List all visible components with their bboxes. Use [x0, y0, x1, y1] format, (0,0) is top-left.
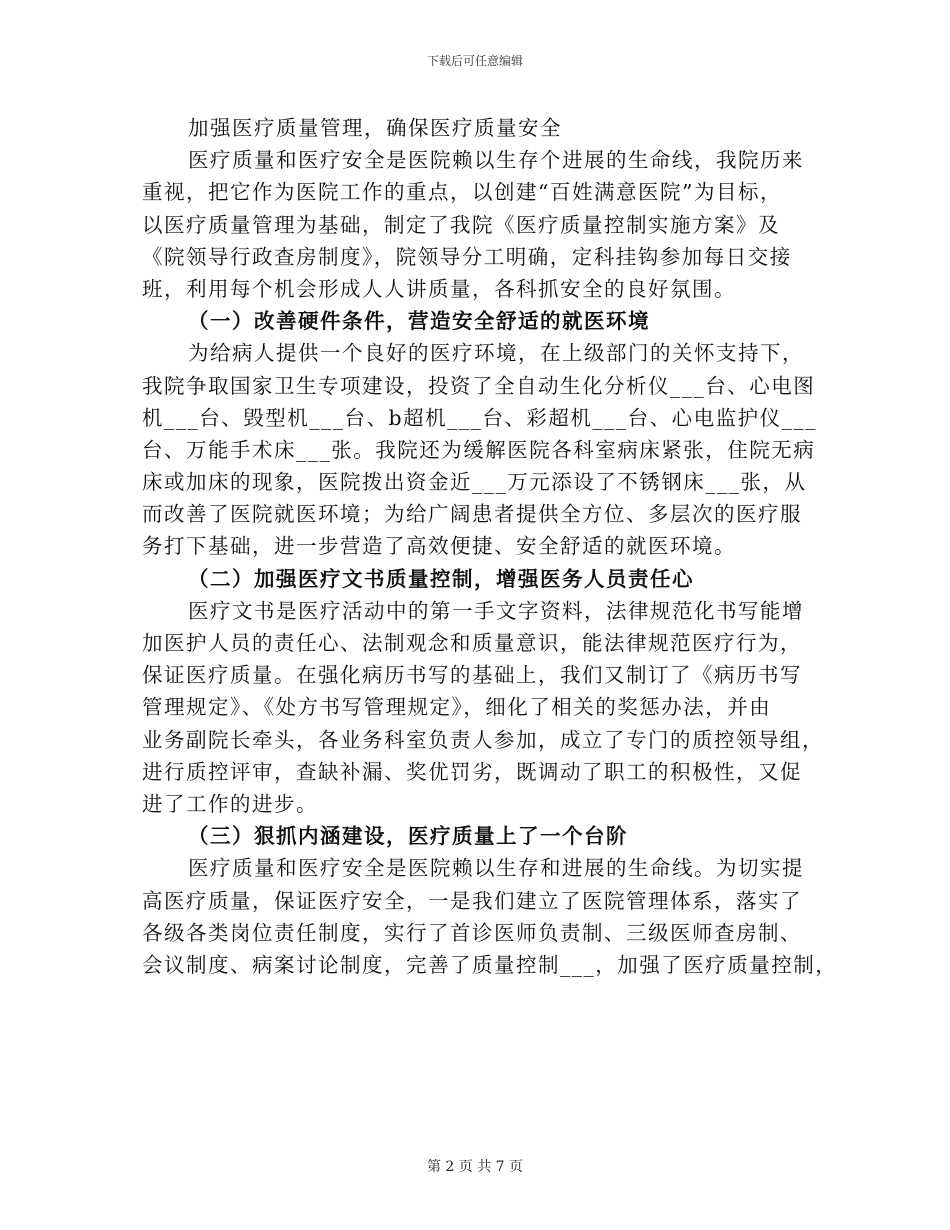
body-line: 医疗质量和医疗安全是医院赖以生存个进展的生命线，我院历来	[188, 148, 804, 173]
body-line: 以医疗质量管理为基础，制定了我院《医疗质量控制实施方案》及	[142, 212, 780, 237]
body-line: 而改善了医院就医环境；为给广阔患者提供全方位、多层次的医疗服	[142, 502, 802, 527]
body-line: 机___台、毁型机___台、b超机___台、彩超机___台、心电监护仪___	[142, 405, 817, 430]
body-line: 进行质控评审，查缺补漏、奖优罚劣，既调动了职工的积极性，又促	[142, 759, 802, 784]
body-line: 重视，把它作为医院工作的重点，以创建“百姓满意医院”为目标，	[142, 180, 782, 205]
body-line: 各级各类岗位责任制度，实行了首诊医师负责制、三级医师查房制、	[142, 920, 802, 945]
section-heading-3: （三）狠抓内涵建设，医疗质量上了一个台阶	[188, 824, 628, 849]
body-line: 为给病人提供一个良好的医疗环境，在上级部门的关怀支持下，	[188, 341, 804, 366]
body-line: 班，利用每个机会形成人人讲质量，各科抓安全的良好氛围。	[142, 276, 736, 301]
body-line: 加医护人员的责任心、法制观念和质量意识，能法律规范医疗行为，	[142, 631, 802, 655]
body-line: 医疗文书是医疗活动中的第一手文字资料，法律规范化书写能增	[188, 598, 804, 623]
body-line: 《院领导行政查房制度》，院领导分工明确，定科挂钩参加每日交接	[142, 244, 792, 269]
body-line: 床或加床的现象，医院拨出资金近___万元添设了不锈钢床___张，从	[142, 470, 807, 495]
body-line: 保证医疗质量。在强化病历书写的基础上，我们又制订了《病历书写	[142, 663, 802, 688]
section-heading-2: （二）加强医疗文书质量控制，增强医务人员责任心	[188, 566, 694, 591]
document-body	[142, 112, 838, 981]
page-header-note: 下载后可任意编辑	[426, 54, 523, 68]
body-line: 台、万能手术床___张。我院还为缓解医院各科室病床紧张，住院无病	[142, 437, 816, 462]
document-title-line: 加强医疗质量管理，确保医疗质量安全	[188, 116, 562, 140]
body-line: 我院争取国家卫生专项建设，投资了全自动生化分析仪___台、心电图	[142, 373, 816, 398]
page-number: 第 2 页 共 7 页	[426, 1159, 524, 1175]
body-line: 医疗质量和医疗安全是医院赖以生存和进展的生命线。为切实提	[188, 856, 804, 881]
body-line: 会议制度、病案讨论制度，完善了质量控制___，加强了医疗质量控制，	[142, 952, 838, 977]
body-line: 务打下基础，进一步营造了高效便捷、安全舒适的就医环境。	[142, 534, 736, 559]
body-line: 管理规定》、《处方书写管理规定》，细化了相关的奖惩办法，并由	[142, 695, 772, 720]
body-line: 高医疗质量，保证医疗安全，一是我们建立了医院管理体系，落实了	[142, 888, 802, 913]
section-heading-1: （一）改善硬件条件，营造安全舒适的就医环境	[188, 309, 650, 334]
body-line: 进了工作的进步。	[142, 791, 318, 816]
body-line: 业务副院长牵头，各业务科室负责人参加，成立了专门的质控领导组，	[142, 727, 824, 752]
